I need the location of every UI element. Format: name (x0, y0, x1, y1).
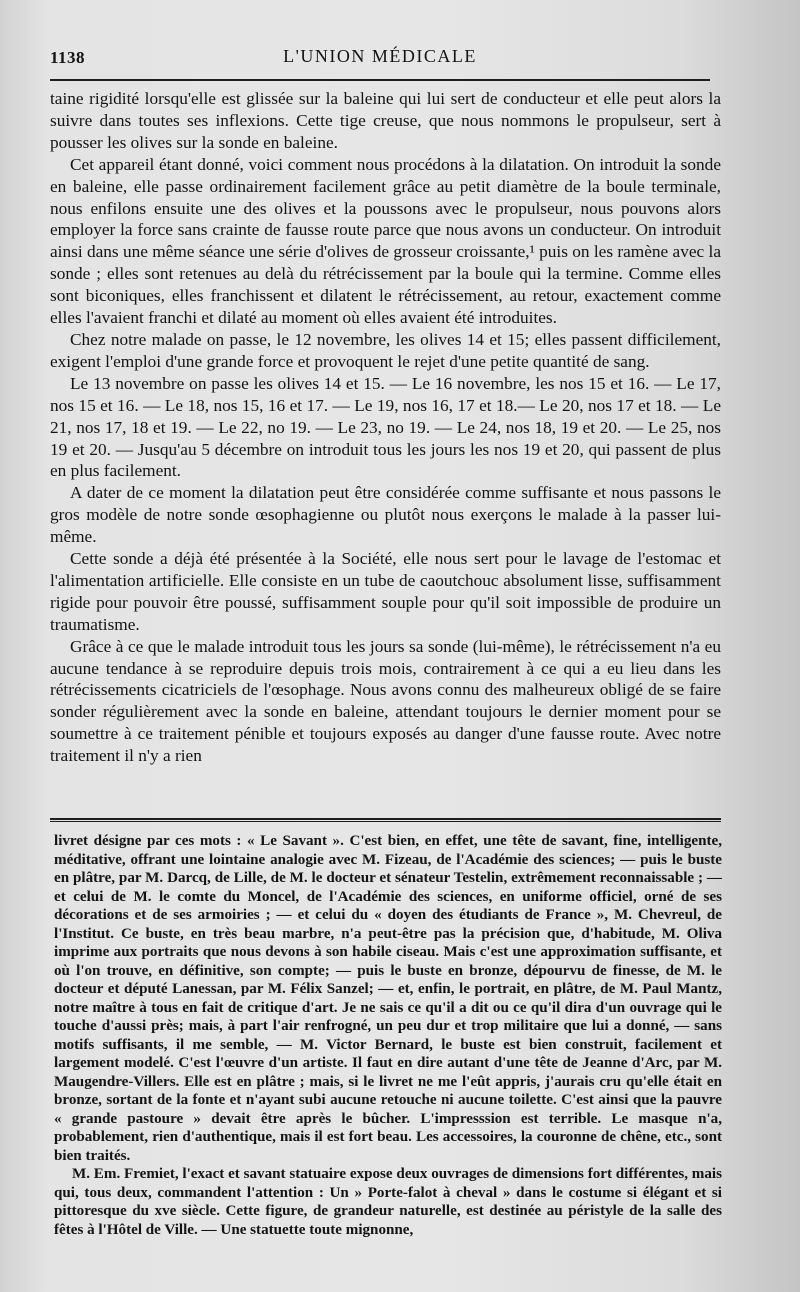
body-paragraph: Le 13 novembre on passe les olives 14 et 15. — Le 16 novembre, les nos 15 et 16. — Le 17, nos 15 et 16. — Le 18, nos 15, 16 et 17. — Le 19, nos 16, 17 et 18.— Le 20, nos 17 et 18. — Le 21, nos 17, 18 et 19. — Le 22, no 19. — Le 23, no 19. — Le 24, nos 18, 19 et 20. — Le 25, nos 19 et 20. — Jusqu'au 5 décembre on introduit tous les jours les nos 19 et 20, qui passent de plus en plus facilement. (50, 373, 721, 481)
body-paragraph: Chez notre malade on passe, le 12 novembre, les olives 14 et 15; elles passent difficilement, exigent l'emploi d'une grande force et provoquent le rejet d'une petite quantité de sang. (50, 329, 721, 371)
body-paragraph: Cet appareil étant donné, voici comment nous procédons à la dilatation. On introduit la sonde en baleine, elle passe ordinairement facilement grâce au petit diamètre de la boule terminale, nous enfilons ensuite une des olives et la poussons avec le propulseur, nous pouvons alors employer la force sans crainte de fausse route parce que nous avons un conducteur. On introduit ainsi dans une même séance une série d'olives de grosseur croissante,¹ puis on les ramène avec la sonde ; elles sont retenues au delà du rétrécissement par la boule qui la termine. Comme elles sont biconiques, elles franchissent et dilatent le rétrécissement, au retour, exactement comme elles l'avaient franchi et dilaté au moment où elles avaient été introduites. (50, 154, 721, 328)
running-title: L'UNION MÉDICALE (283, 46, 477, 66)
body-paragraph: taine rigidité lorsqu'elle est glissée sur la baleine qui lui sert de conducteur et elle peut alors la suivre dans toutes ses inflexions. Cette tige creuse, que nous nommons le propulseur, sert à pousser les olives sur la sonde en baleine. (50, 89, 721, 152)
header-rule (50, 79, 710, 81)
footnote-paragraph: M. Em. Fremiet, l'exact et savant statuaire expose deux ouvrages de dimensions fort différentes, mais qui, tous deux, commandent l'attention : Un » Porte-falot à cheval » dans le costume si élégant et si pittoresque du xve siècle. Cette figure, de grandeur naturelle, est destinée au péristyle de la salle des fêtes à l'Hôtel de Ville. — Une statuette toute mignonne, (54, 1166, 722, 1238)
footnote (54, 832, 722, 1239)
footnote-rule (50, 818, 721, 822)
body-paragraph: A dater de ce moment la dilatation peut être considérée comme suffisante et nous passons le gros modèle de notre sonde œsophagienne ou plutôt nous exerçons le malade à la passer lui-même. (50, 483, 721, 547)
footnote-paragraph: livret désigne par ces mots : « Le Savant ». C'est bien, en effet, une tête de savant, fine, intelligente, méditative, offrant une lointaine analogie avec M. Fizeau, de l'Académie des sciences; — puis le buste en plâtre, par M. Darcq, de Lille, de M. le docteur et sénateur Testelin, extrêmement reconnaissable ; — et celui de M. le comte du Moncel, de l'Académie des sciences, en uniforme officiel, orné de ses décorations et de ses armoiries ; — et celui du « doyen des étudiants de France », M. Chevreul, de l'Institut. Ce buste, en très beau marbre, n'a peut-être pas la précision que, d'habitude, M. Oliva imprime aux portraits que nous devons à son habile ciseau. Mais c'est une approximation suffisante, et où l'on trouve, en définitive, son compte; — puis le buste en bronze, dépourvu de finesse, de M. le docteur et député Lanessan, par M. Félix Sanzel; — et, enfin, le portrait, en plâtre, de M. Paul Mantz, notre maître à tous en fait de critique d'art. Je ne sais ce qu'il a dit ou ce qu'il dira d'un ouvrage qui le touche d'aussi près; mais, à part l'air renfrogné, un peu dur et trop militaire que lui a donné, — sans motifs suffisants, il me semble, — M. Victor Bernard, le buste est bien construit, facilement et largement modelé. C'est l'œuvre d'un artiste. Il faut en dire autant d'une tête de Jeanne d'Arc, par M. Maugendre-Villers. Elle est en plâtre ; mais, si le livret ne me l'eût appris, j'aurais cru qu'elle était en bronze, sortant de la fonte et n'ayant subi aucune retouche ni aucune toilette. C'est ainsi que la pauvre « grande pastoure » devait être après le bûcher. L'impresssion est terrible. Le masque n'a, probablement, rien d'authentique, mais il est fort beau. Les accessoires, la couronne de chêne, etc., sont bien traités. (54, 833, 722, 1164)
page-header (50, 42, 710, 76)
main-text (50, 88, 721, 767)
body-paragraph: Cette sonde a déjà été présentée à la Société, elle nous sert pour le lavage de l'estomac et l'alimentation artificielle. Elle consiste en un tube de caoutchouc absolument lisse, suffisamment rigide pour pouvoir être poussé, suffisamment souple pour qu'il soit impossible de produire un traumatisme. (50, 549, 721, 634)
page-number: 1138 (50, 48, 86, 67)
body-paragraph: Grâce à ce que le malade introduit tous les jours sa sonde (lui-même), le rétrécissement n'a eu aucune tendance à se reproduire depuis trois mois, contrairement à ce qui a eu lieu dans les rétrécissements cicatriciels de l'œsophage. Nous avons connu des malheureux obligé de se faire sonder régulièrement avec la sonde en baleine, attendant toujours le dernier moment pour se soumettre à ce traitement pénible et toujours exposés au danger d'une fausse route. Avec notre traitement il n'y a rien (50, 636, 721, 766)
